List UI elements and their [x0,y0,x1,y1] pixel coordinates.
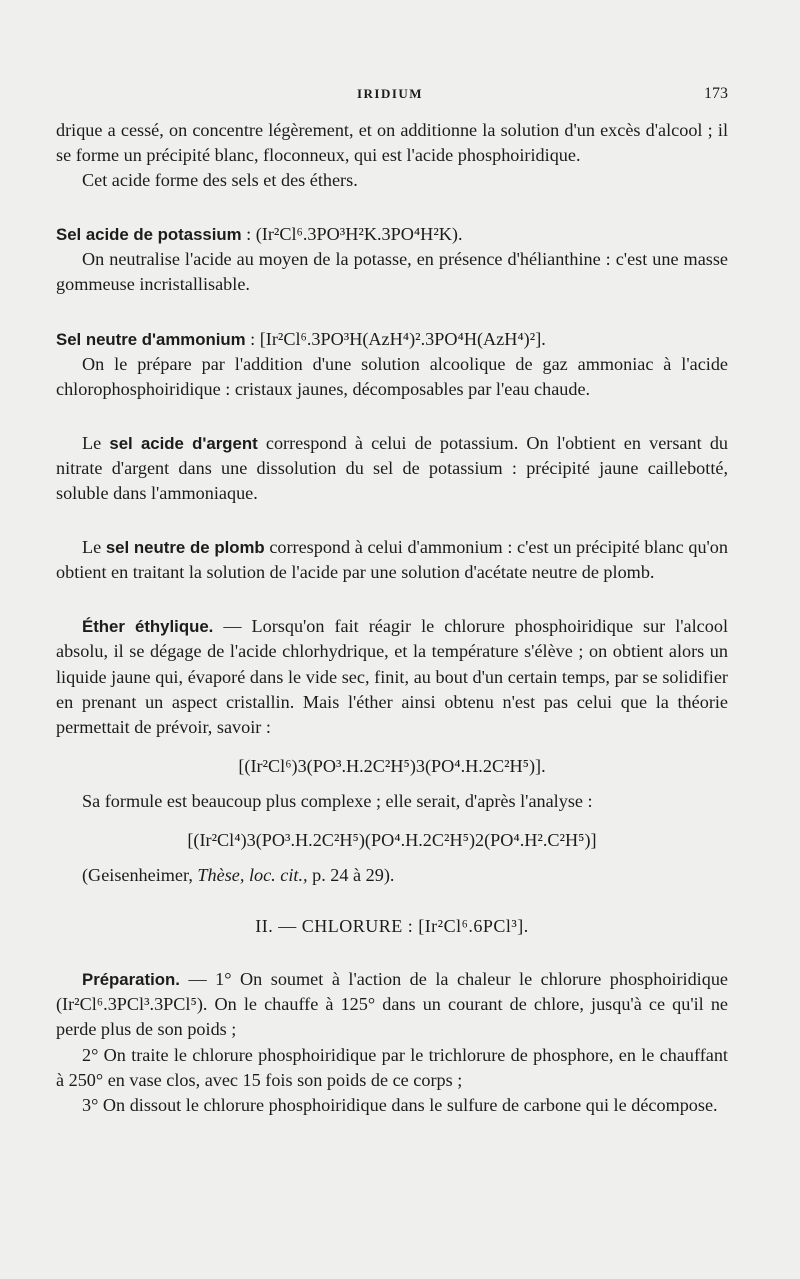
sel-ammonium-text: On le prépare par l'addition d'une solution alcoolique de gaz ammoniac à l'acide chlorophosphoiridique : cristaux jaunes, décomposables par l'eau chaude. [56,353,728,399]
ether-label: Éther éthylique. [82,617,214,637]
sel-potassium-text: On neutralise l'acide au moyen de la potasse, en présence d'hélianthine : c'est une masse gommeuse incristallisable. [56,249,728,295]
sel-argent-paragraph [56,431,728,506]
sel-argent-text: correspond à celui de potassium. On l'obtient en versant du nitrate d'argent dans une dissolution du sel de potassium : précipité jaune caillebotté, soluble dans l'ammoniaque. [56,432,729,504]
sel-argent-prefix: Le [82,432,102,453]
sel-ammonium-formula: : [Ir²Cl⁶.3PO³H(AzH⁴)².3PO⁴H(AzH⁴)²]. [250,328,546,349]
page-header [52,86,728,110]
sel-argent-label: sel acide d'argent [109,433,258,453]
ether-paragraph [56,614,728,739]
preparation-step1-text: — 1° On soumet à l'action de la chaleur le chlorure phosphoiridique (Ir²Cl⁶.3PCl³.3PCl⁵). On le chauffe à 125° dans un courant de chlore, jusqu'à ce qu'il ne perde plus de son poids ; [56,969,728,1040]
preparation-step-2: 2° On traite le chlorure phosphoiridique par le trichlorure de phosphore, en le chauffant à 250° en vase clos, avec 15 fois son poids de ce corps ; [56,1044,728,1090]
sel-potassium-formula: : (Ir²Cl⁶.3PO³H²K.3PO⁴H²K). [246,224,463,245]
ether-reference-pages: p. 24 à 29). [312,865,395,886]
preparation-label: Préparation. [82,970,180,990]
paragraph-continuation: drique a cessé, on concentre légèrement, et on additionne la solution d'un excès d'alcool ; il se forme un précipité blanc, floconneux, qui est l'acide phosphoiridique. [56,120,728,166]
paragraph-salts-ethers: Cet acide forme des sels et des éthers. [82,170,358,191]
ether-formula-analysis: [(Ir²Cl⁴)3(PO³.H.2C²H⁵)(PO⁴.H.2C²H⁵)2(PO⁴.H².C²H⁵)] [187,829,597,850]
ether-reference-author: (Geisenheimer, [82,865,193,886]
sel-plomb-text: correspond à celui d'ammonium : c'est un précipité blanc qu'on obtient en traitant la solution de l'acide par une solution d'acétate neutre de plomb. [56,537,728,583]
section-heading: II. — CHLORURE : [Ir²Cl⁶.6PCl³]. [255,916,529,937]
ether-formula-theory: [(Ir²Cl⁶)3(PO³.H.2C²H⁵)3(PO⁴.H.2C²H⁵)]. [238,755,546,776]
ether-reference [56,863,728,888]
running-title: IRIDIUM [356,86,424,101]
heading-sel-ammonium [56,327,728,352]
preparation-step-1 [56,967,728,1042]
page-number: 173 [704,85,728,102]
sel-plomb-paragraph [56,535,728,585]
sel-plomb-prefix: Le [82,537,102,558]
page-body [56,118,728,1118]
ether-text: — Lorsqu'on fait réagir le chlorure phosphoiridique sur l'alcool absolu, il se dégage de l'acide chlorhydrique, et la température s'élève ; on obtient alors un liquide jaune qui, évaporé dans le vide sec, finit, au bout d'un certain temps, par se solidifier en prenant un aspect cristallin. Mais l'éther ainsi obtenu n'est pas celui que la théorie permettait de prévoir, savoir : [56,616,728,737]
heading-sel-potassium [56,222,728,247]
ether-reference-work: Thèse, loc. cit., [197,865,308,886]
preparation-step-3: 3° On dissout le chlorure phosphoiridique dans le sulfure de carbone qui le décompose. [82,1094,718,1115]
sel-plomb-label: sel neutre de plomb [105,538,265,558]
ether-formula-intro: Sa formule est beaucoup plus complexe ; elle serait, d'après l'analyse : [82,790,593,811]
sel-potassium-label: Sel acide de potassium [56,225,242,245]
sel-ammonium-label: Sel neutre d'ammonium [56,329,246,349]
